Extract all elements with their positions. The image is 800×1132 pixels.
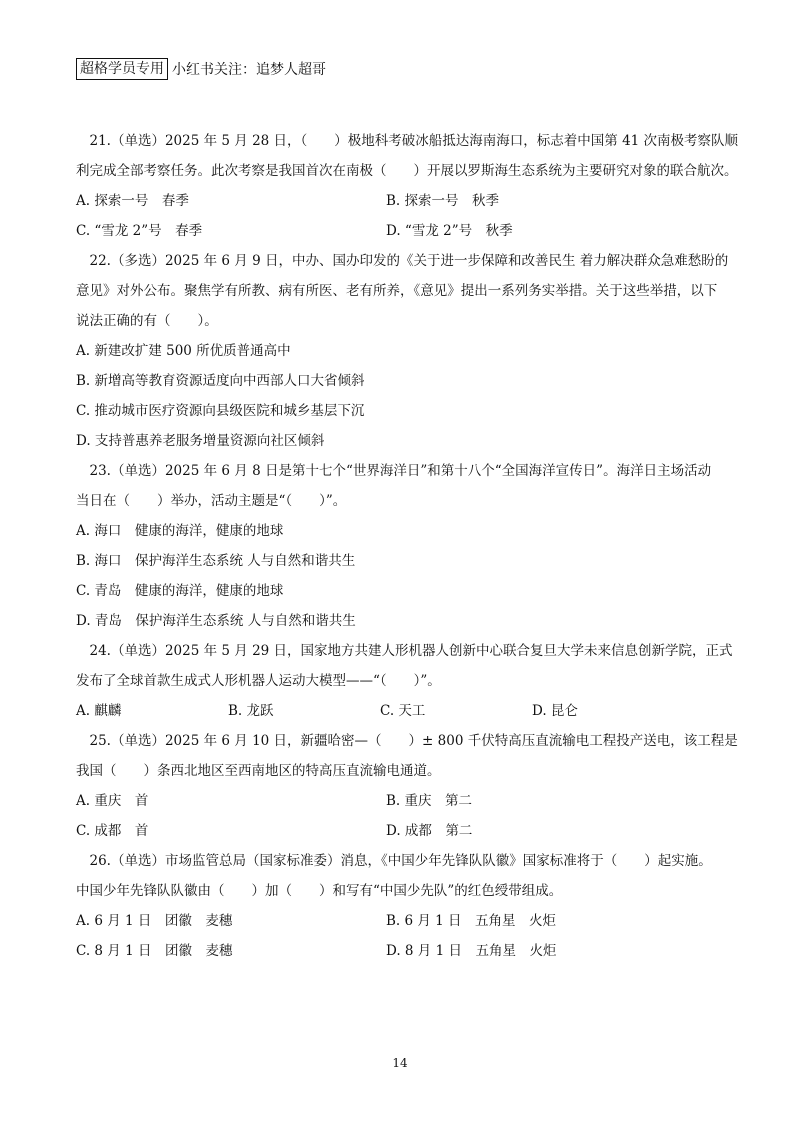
option-b: B. 重庆 第二 [386,793,473,809]
option-b: B. 龙跃 [228,703,274,719]
option-row [76,186,724,216]
question-22 [76,246,729,456]
option-c: C. 成都 首 [76,823,149,839]
option-d: D. “雪龙 2”号 秋季 [386,223,513,239]
option-c: C. “雪龙 2”号 春季 [76,223,203,239]
student-badge: 超格学员专用 [76,58,168,80]
question-text-line: 发布了全球首款生成式人形机器人运动大模型——“（ ）”。 [76,673,441,689]
option-row [76,216,724,246]
question-text-line: 利完成全部考察任务。此次考察是我国首次在南极（ ）开展以罗斯海生态系统为主要研究对象的联合航次。 [76,163,738,179]
question-text-line: 我国（ ）条西北地区至西南地区的特高压直流输电通道。 [76,763,441,779]
question-text-line: 26.（单选）市场监管总局（国家标准委）消息，《中国少年先锋队队徽》国家标准将于（ ）起实施。 [89,853,712,869]
option-row [76,936,724,966]
option-d: D. 成都 第二 [386,823,473,839]
option-c: C. 推动城市医疗资源向县级医院和城乡基层下沉 [76,403,365,419]
question-24 [76,636,733,726]
option-a: A. 探索一号 春季 [76,193,189,209]
option-b: B. 海口 保护海洋生态系统 人与自然和谐共生 [76,553,356,569]
option-row [76,906,724,936]
question-text-line: 中国少年先锋队队徽由（ ）加（ ）和写有“中国少先队”的红色绶带组成。 [76,883,563,899]
option-c: C. 青岛 健康的海洋，健康的地球 [76,583,284,599]
option-row [76,816,724,846]
question-25 [76,726,738,846]
question-text-line: 说法正确的有（ ）。 [76,313,218,329]
question-26 [76,846,724,966]
option-a: A. 重庆 首 [76,793,149,809]
question-text-line: 23.（单选）2025 年 6 月 8 日是第十七个“世界海洋日”和第十八个“全国海洋宣传日”。海洋日主场活动 [89,463,712,479]
question-list [76,126,739,966]
question-text-line: 25.（单选）2025 年 6 月 10 日，新疆哈密—（ ）± 800 千伏特高压直流输电工程投产送电，该工程是 [89,733,738,749]
option-b: B. 新增高等教育资源适度向中西部人口大省倾斜 [76,373,365,389]
option-d: D. 支持普惠养老服务增量资源向社区倾斜 [76,433,325,449]
option-a: A. 海口 健康的海洋，健康的地球 [76,523,284,539]
question-23 [76,456,724,636]
option-d: D. 青岛 保护海洋生态系统 人与自然和谐共生 [76,613,356,629]
option-c: C. 天工 [380,703,426,719]
follow-note: 小红书关注：追梦人超哥 [172,62,326,78]
option-d: D. 昆仑 [532,703,578,719]
question-21 [76,126,739,246]
option-c: C. 8 月 1 日 团徽 麦穗 [76,943,233,959]
option-a: A. 麒麟 [76,703,122,719]
page-number: 14 [392,1056,408,1070]
option-row [76,696,724,726]
option-row [76,786,724,816]
question-text-line: 意见》对外公布。聚焦学有所教、病有所医、老有所养，《意见》提出一系列务实举措。关于这些举措，以下 [76,283,718,299]
option-d: D. 8 月 1 日 五角星 火炬 [386,943,557,959]
option-a: A. 新建改扩建 500 所优质普通高中 [76,343,291,359]
question-text-line: 24.（单选）2025 年 5 月 29 日，国家地方共建人形机器人创新中心联合复旦大学未来信息创新学院，正式 [89,643,733,659]
question-text-line: 22.（多选）2025 年 6 月 9 日，中办、国办印发的《关于进一步保障和改善民生 着力解决群众急难愁盼的 [89,253,729,269]
option-b: B. 探索一号 秋季 [386,193,500,209]
option-a: A. 6 月 1 日 团徽 麦穗 [76,913,233,929]
question-text-line: 当日在（ ）举办，活动主题是“（ ）”。 [76,493,347,509]
option-b: B. 6 月 1 日 五角星 火炬 [386,913,557,929]
header [76,58,326,80]
question-text-line: 21.（单选）2025 年 5 月 28 日，（ ）极地科考破冰船抵达海南海口，标志着中国第 41 次南极考察队顺 [89,133,739,149]
